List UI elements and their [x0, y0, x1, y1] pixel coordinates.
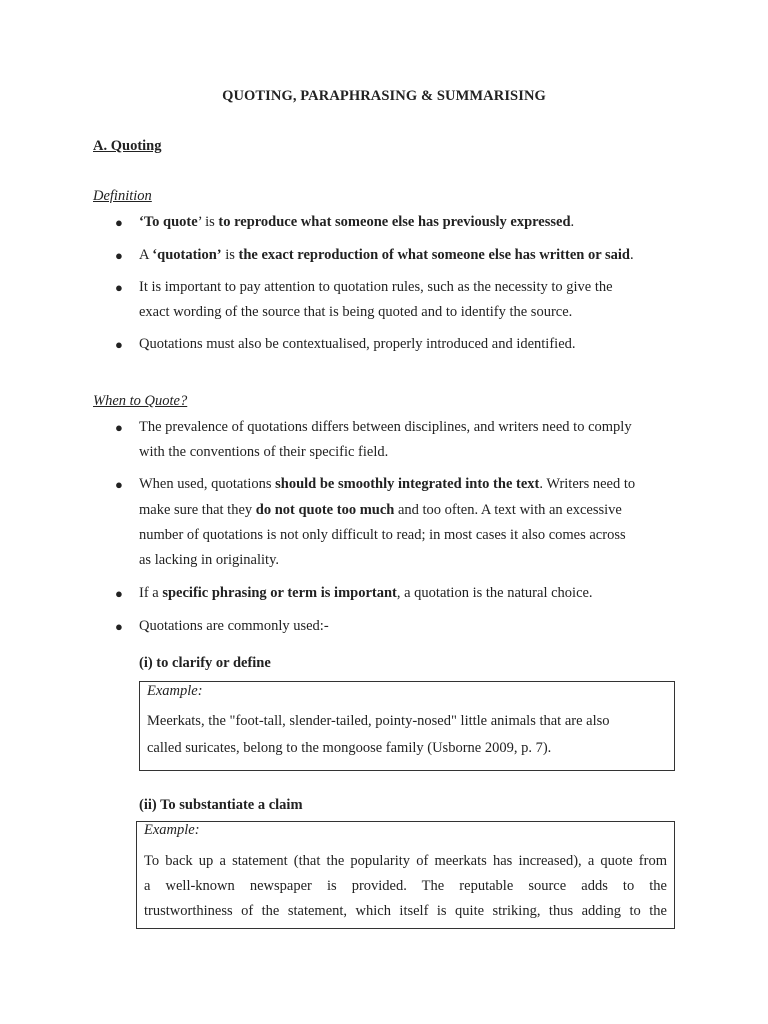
bullet-text: If a specific phrasing or term is important, a quotation is the natural choice.: [139, 585, 593, 601]
example-label: Example:: [147, 683, 203, 699]
example-line: called suricates, belong to the mongoose family (Usborne 2009, p. 7).: [147, 740, 552, 756]
example-line: Meerkats, the "foot-tall, slender-tailed, pointy-nosed" little animals that are also: [147, 713, 610, 729]
emphasis: specific phrasing or term is important: [162, 585, 397, 601]
bullet-icon: ●: [115, 420, 123, 435]
bullet-text-line: number of quotations is not only difficult to read; in most cases it also comes across: [139, 527, 626, 543]
bullet-icon: ●: [115, 337, 123, 352]
bullet-text-line: The prevalence of quotations differs between disciplines, and writers need to comply: [139, 419, 632, 435]
example-line: To back up a statement (that the popularity of meerkats has increased), a quote from: [144, 853, 667, 869]
bullet-text-line: It is important to pay attention to quotation rules, such as the necessity to give the: [139, 279, 613, 295]
bullet-icon: ●: [115, 248, 123, 263]
bullet-text-line: as lacking in originality.: [139, 552, 280, 568]
section-heading: A. Quoting: [93, 138, 162, 154]
bullet-text: A ‘quotation’ is the exact reproduction of what someone else has written or said.: [139, 247, 634, 263]
emphasis: should be smoothly integrated into the text: [275, 476, 540, 492]
bullet-text-line: Quotations must also be contextualised, properly introduced and identified.: [139, 336, 576, 352]
bullet-text: ‘To quote’ is to reproduce what someone else has previously expressed.: [139, 214, 575, 230]
term: ‘quotation’: [152, 247, 222, 263]
emphasis: do not quote too much: [255, 502, 395, 518]
bullet-icon: ●: [115, 477, 123, 492]
example-box: [139, 681, 675, 771]
bullet-icon: ●: [115, 586, 123, 601]
bullet-text-line: with the conventions of their specific field.: [139, 444, 389, 460]
page-title: QUOTING, PARAPHRASING & SUMMARISING: [222, 88, 546, 104]
example-line: a well-known newspaper is provided. The reputable source adds to the: [144, 878, 667, 894]
bullet-icon: ●: [115, 215, 123, 230]
definition-heading: Definition: [93, 188, 152, 204]
use-label: (i) to clarify or define: [139, 655, 271, 671]
definition: to reproduce what someone else has previously expressed: [218, 214, 571, 230]
bullet-icon: ●: [115, 280, 123, 295]
use-label: (ii) To substantiate a claim: [139, 797, 303, 813]
bullet-text-line: When used, quotations should be smoothly integrated into the text. Writers need to: [139, 476, 636, 492]
example-line: trustworthiness of the statement, which itself is quite striking, thus adding to the: [144, 903, 667, 919]
definition: the exact reproduction of what someone else has written or said: [238, 247, 630, 263]
term: ‘To quote: [139, 214, 198, 230]
bullet-icon: ●: [115, 619, 123, 634]
bullet-text-line: exact wording of the source that is being quoted and to identify the source.: [139, 304, 573, 320]
bullet-text-line: make sure that they do not quote too much and too often. A text with an excessive: [139, 502, 622, 518]
example-box: [136, 821, 675, 929]
example-label: Example:: [144, 822, 200, 838]
when-to-quote-heading: When to Quote?: [93, 393, 188, 409]
bullet-text-line: Quotations are commonly used:-: [139, 618, 329, 634]
